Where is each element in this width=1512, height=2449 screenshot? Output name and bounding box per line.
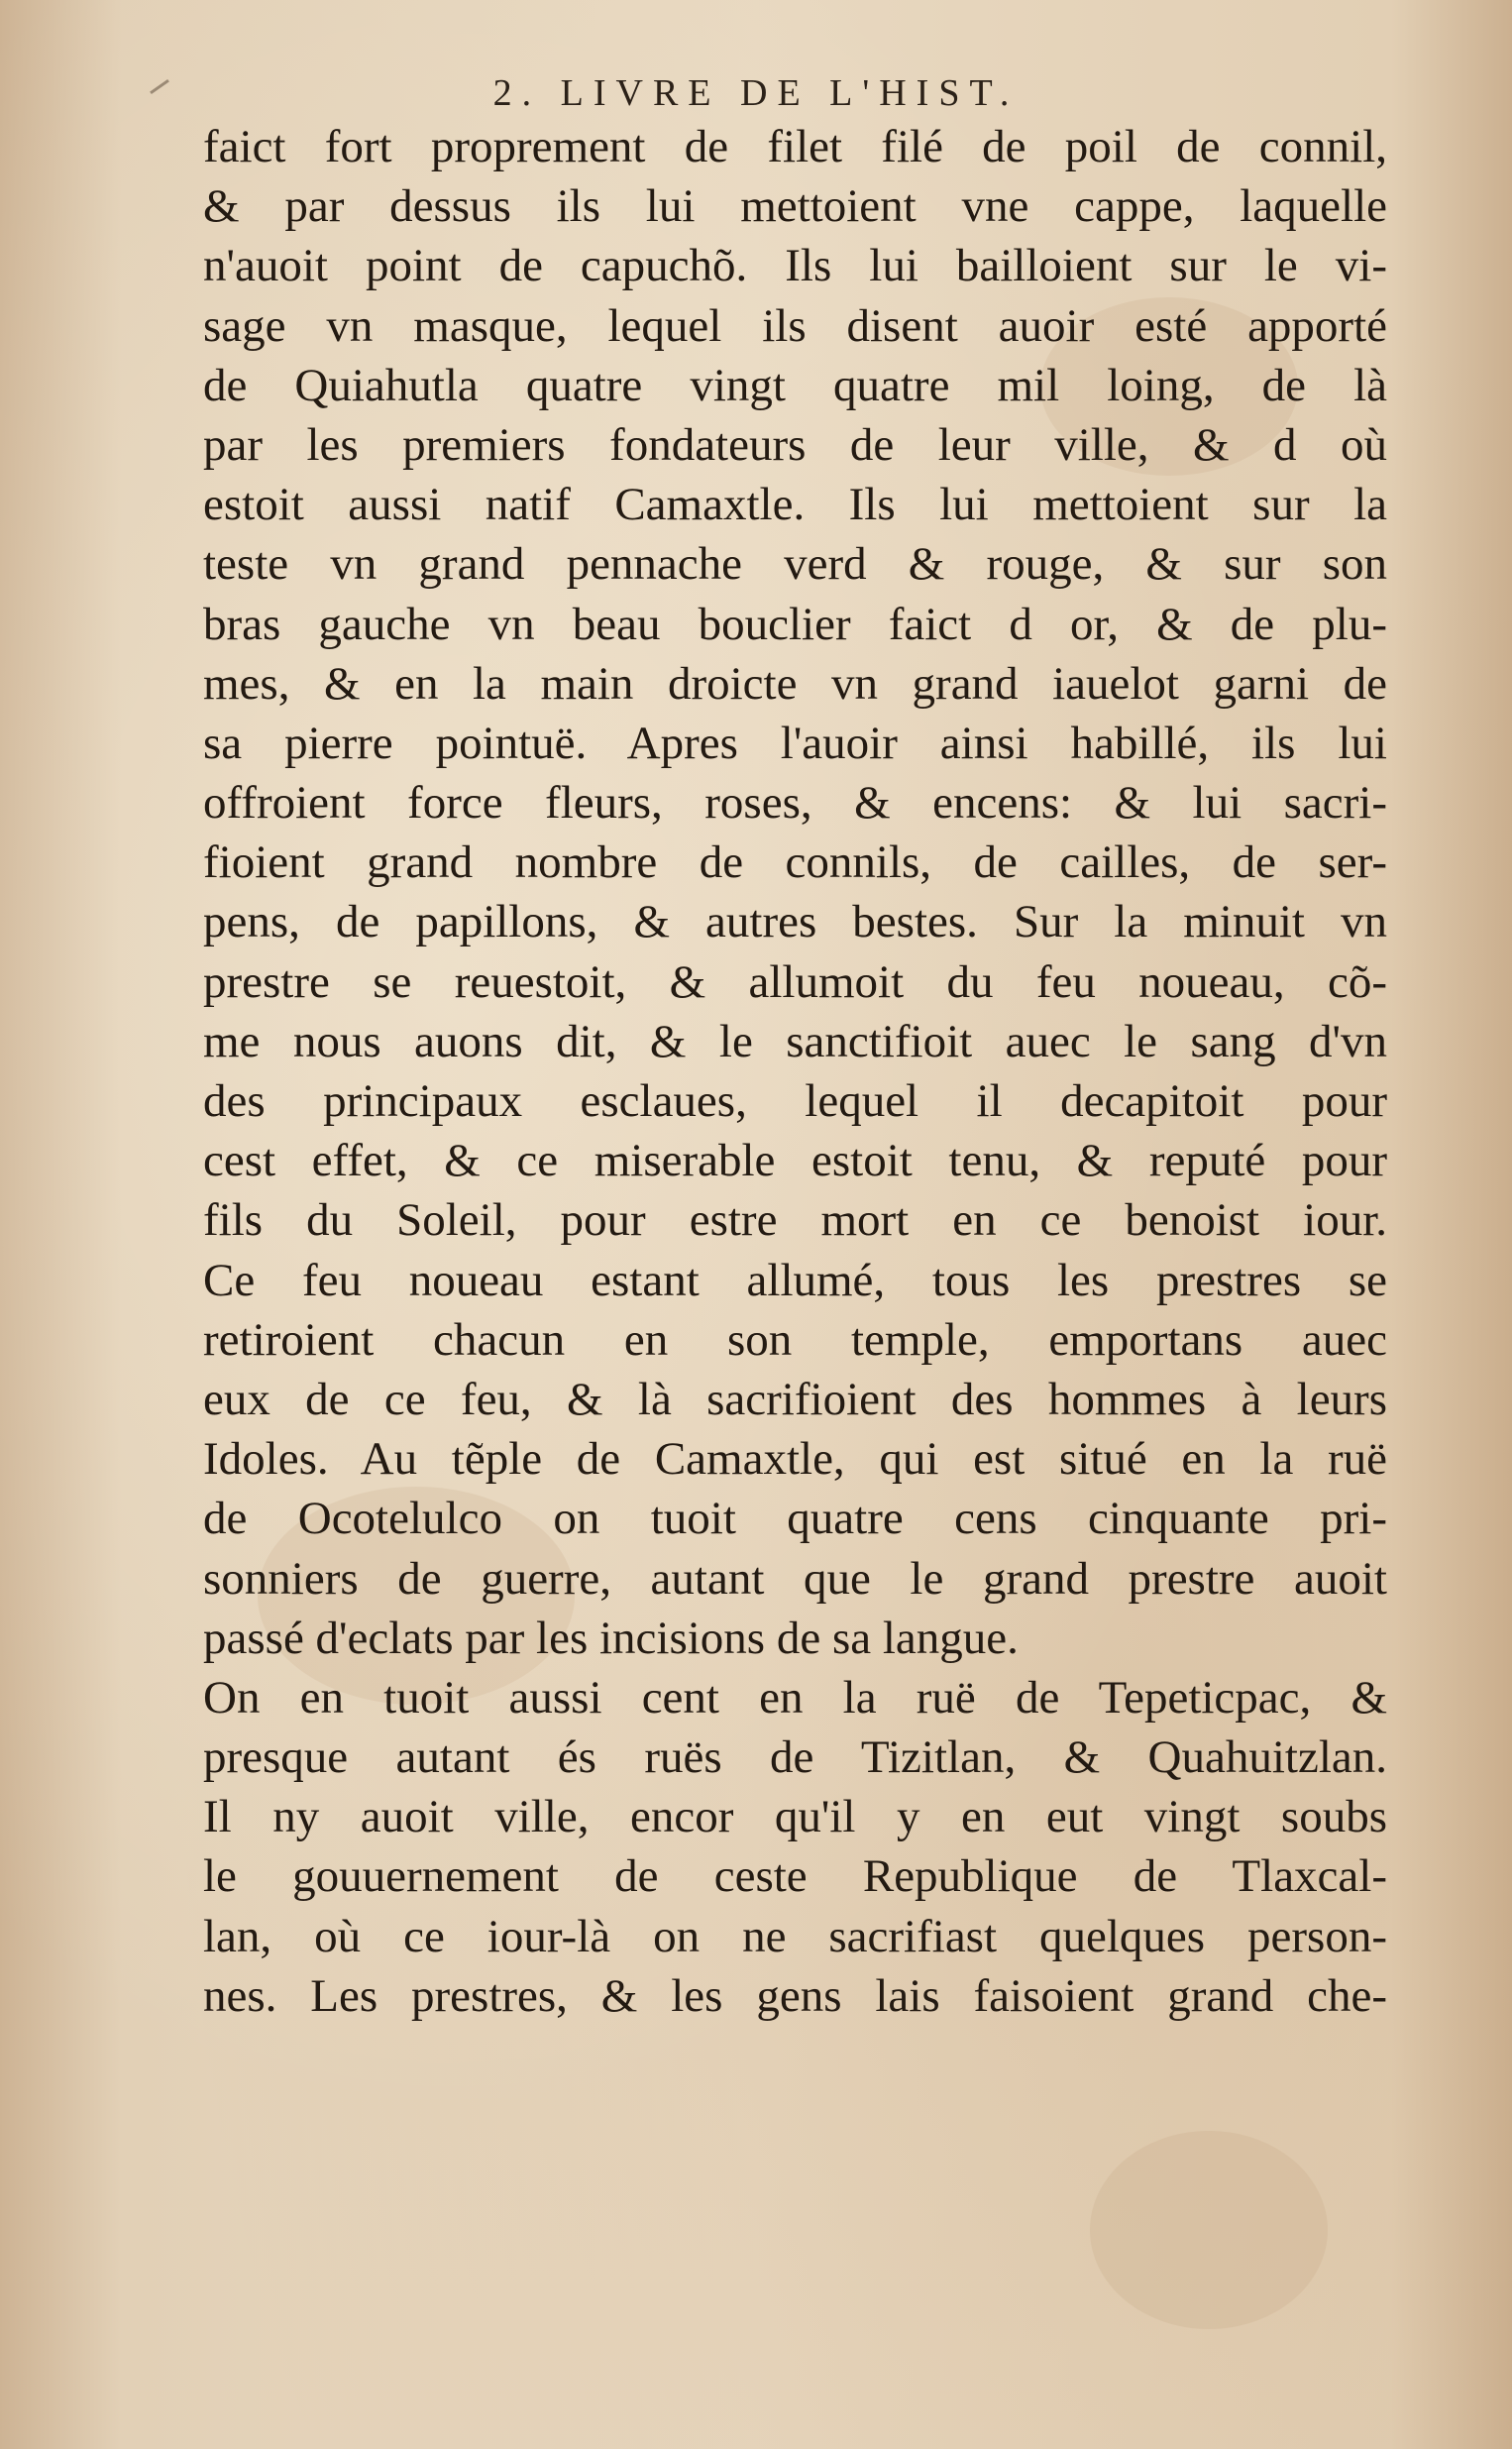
text-line: de Quiahutla quatre vingt quatre mil loing, de là (203, 359, 1387, 411)
text-line: sonniers de guerre, autant que le grand prestre auoit (203, 1552, 1387, 1605)
body-text (203, 117, 1387, 2026)
text-line: sa pierre pointuë. Apres l'auoir ainsi habillé, ils lui (203, 717, 1387, 769)
running-head: 2. LIVRE DE L'HIST. (492, 72, 1020, 114)
text-line: n'auoit point de capuchõ. Ils lui bailloient sur le vi- (203, 240, 1387, 292)
text-line: Ce feu noueau estant allumé, tous les prestres se (203, 1254, 1387, 1306)
text-line: prestre se reuestoit, & allumoit du feu noueau, cõ- (203, 955, 1387, 1008)
text-line: Idoles. Au tẽple de Camaxtle, qui est situé en la ruë (203, 1433, 1387, 1486)
text-line: mes, & en la main droicte vn grand iauelot garni de (203, 657, 1387, 710)
text-line: eux de ce feu, & là sacrifioient des hommes à leurs (203, 1373, 1387, 1425)
text-line: & par dessus ils lui mettoient vne cappe, laquelle (203, 180, 1387, 233)
text-line: bras gauche vn beau bouclier faict d or, & de plu- (203, 598, 1387, 650)
text-line: cest effet, & ce miserable estoit tenu, & reputé pour (203, 1135, 1387, 1187)
text-line: retiroient chacun en son temple, emportans auec (203, 1313, 1387, 1366)
text-line: nes. Les prestres, & les gens lais faisoient grand che- (203, 1969, 1387, 2022)
text-line: me nous auons dit, & le sanctifioit auec le sang d'vn (203, 1015, 1387, 1067)
text-line: pens, de papillons, & autres bestes. Sur la minuit vn (203, 896, 1387, 948)
text-line: faict fort proprement de filet filé de poil de connil, (203, 121, 1387, 172)
text-line: lan, où ce iour-là on ne sacrifiast quelques person- (203, 1910, 1387, 1962)
text-line: passé d'eclats par les incisions de sa langue. (203, 1612, 1019, 1664)
text-line: On en tuoit aussi cent en la ruë de Tepeticpac, & (203, 1671, 1387, 1724)
text-line: estoit aussi natif Camaxtle. Ils lui mettoient sur la (203, 479, 1387, 531)
text-line: teste vn grand pennache verd & rouge, & sur son (203, 538, 1387, 591)
text-line: le gouuernement de ceste Republique de Tlaxcal- (203, 1850, 1387, 1903)
text-line: presque autant és ruës de Tizitlan, & Quahuitzlan. (203, 1731, 1387, 1784)
text-line: de Ocotelulco on tuoit quatre cens cinquante pri- (203, 1493, 1387, 1545)
text-line: par les premiers fondateurs de leur ville, & d où (203, 418, 1387, 471)
text-line: Il ny auoit ville, encor qu'il y en eut vingt soubs (203, 1791, 1387, 1843)
paper-stain (1090, 2131, 1328, 2329)
text-line: fioient grand nombre de connils, de cailles, de ser- (203, 836, 1387, 889)
text-line: offroient force fleurs, roses, & encens: & lui sacri- (203, 777, 1387, 830)
text-line: des principaux esclaues, lequel il decapitoit pour (203, 1075, 1387, 1127)
text-line: sage vn masque, lequel ils disent auoir esté apporté (203, 299, 1387, 352)
text-line: fils du Soleil, pour estre mort en ce benoist iour. (203, 1194, 1387, 1247)
